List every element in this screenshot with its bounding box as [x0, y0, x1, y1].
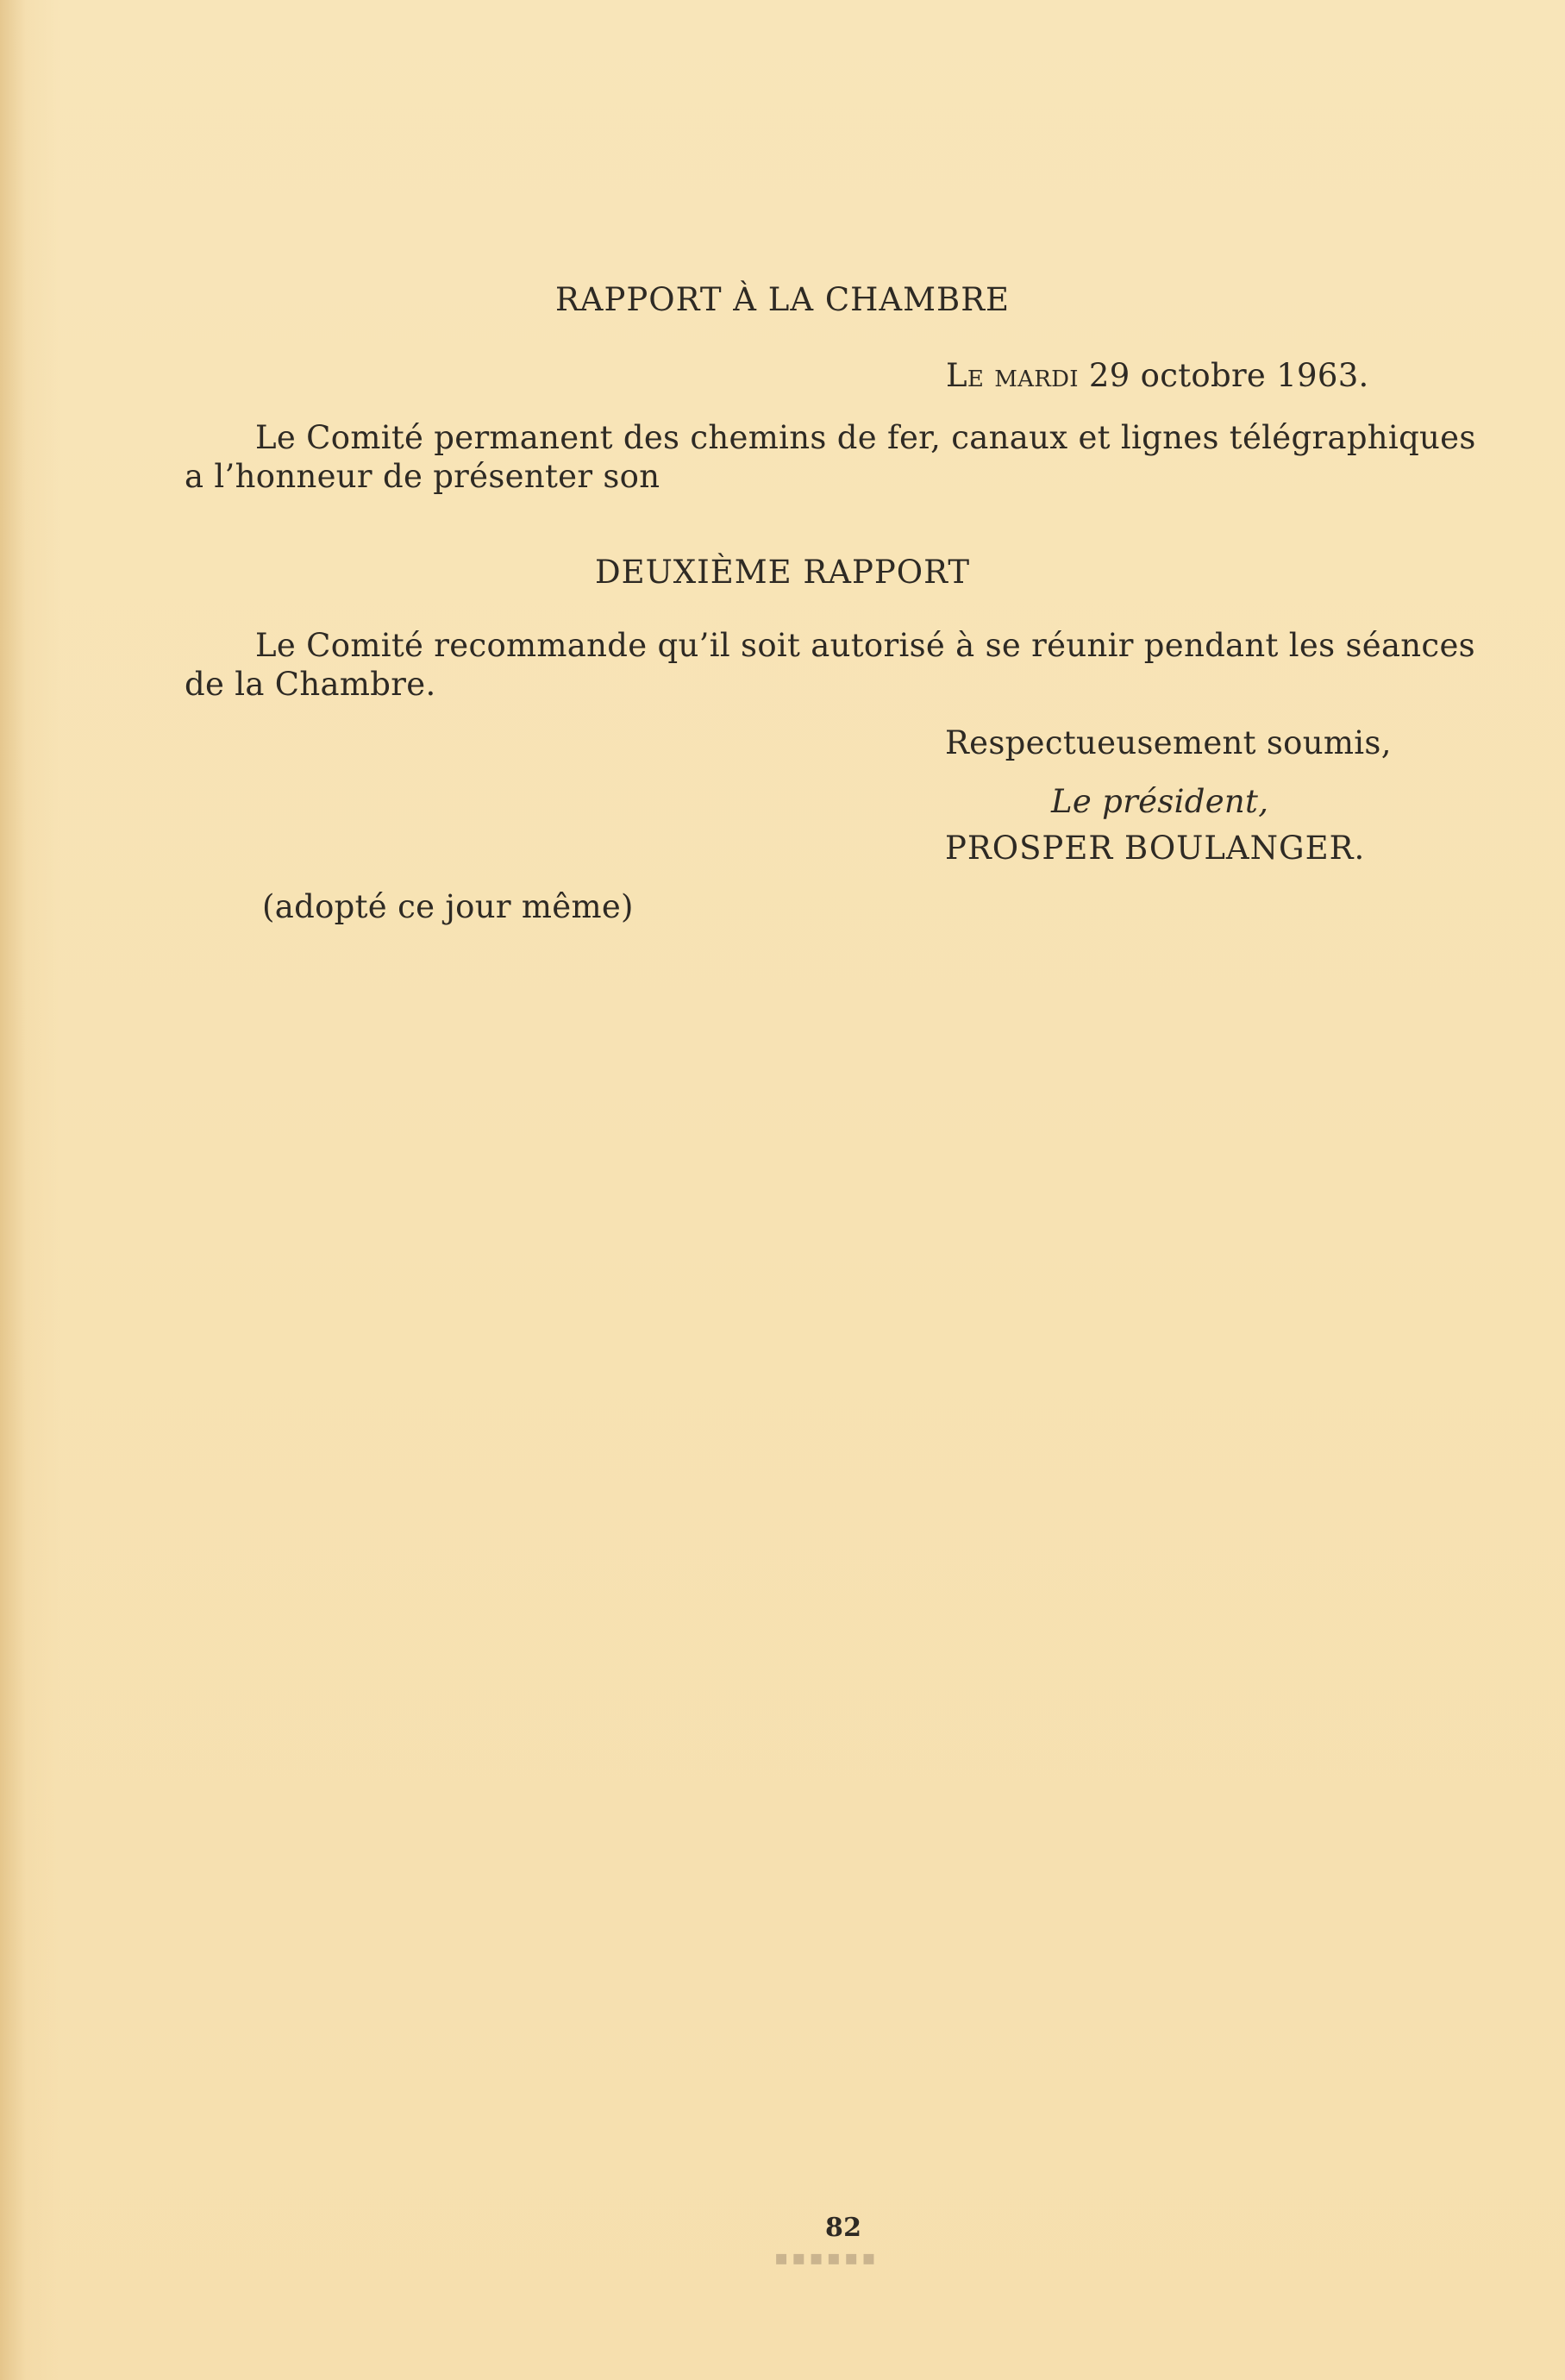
- paragraph-1-line-1: Le Comité permanent des chemins de fer, canaux et lignes télégraphiques: [255, 419, 1476, 456]
- closing-formula: Respectueusement soumis,: [945, 724, 1392, 761]
- report-subtitle: DEUXIÈME RAPPORT: [594, 554, 971, 591]
- signer-name: PROSPER BOULANGER.: [945, 830, 1366, 867]
- paragraph-2-line-1: Le Comité recommande qu’il soit autorisé à se réunir pendant les séances: [255, 627, 1475, 664]
- date-prefix: Le mardi: [946, 357, 1079, 394]
- signer-role: Le président,: [1051, 783, 1269, 820]
- faint-stamp-mark: ▪▪▪▪▪▪: [774, 2245, 880, 2270]
- date-rest: 29 octobre 1963.: [1078, 357, 1369, 394]
- page-number: 82: [825, 2213, 862, 2243]
- report-title: RAPPORT À LA CHAMBRE: [554, 281, 1011, 318]
- paragraph-2-line-2: de la Chambre.: [185, 666, 436, 703]
- adopted-note: (adopté ce jour même): [262, 888, 634, 925]
- paragraph-1-line-2: a l’honneur de présenter son: [185, 458, 660, 495]
- report-date: [946, 357, 1369, 395]
